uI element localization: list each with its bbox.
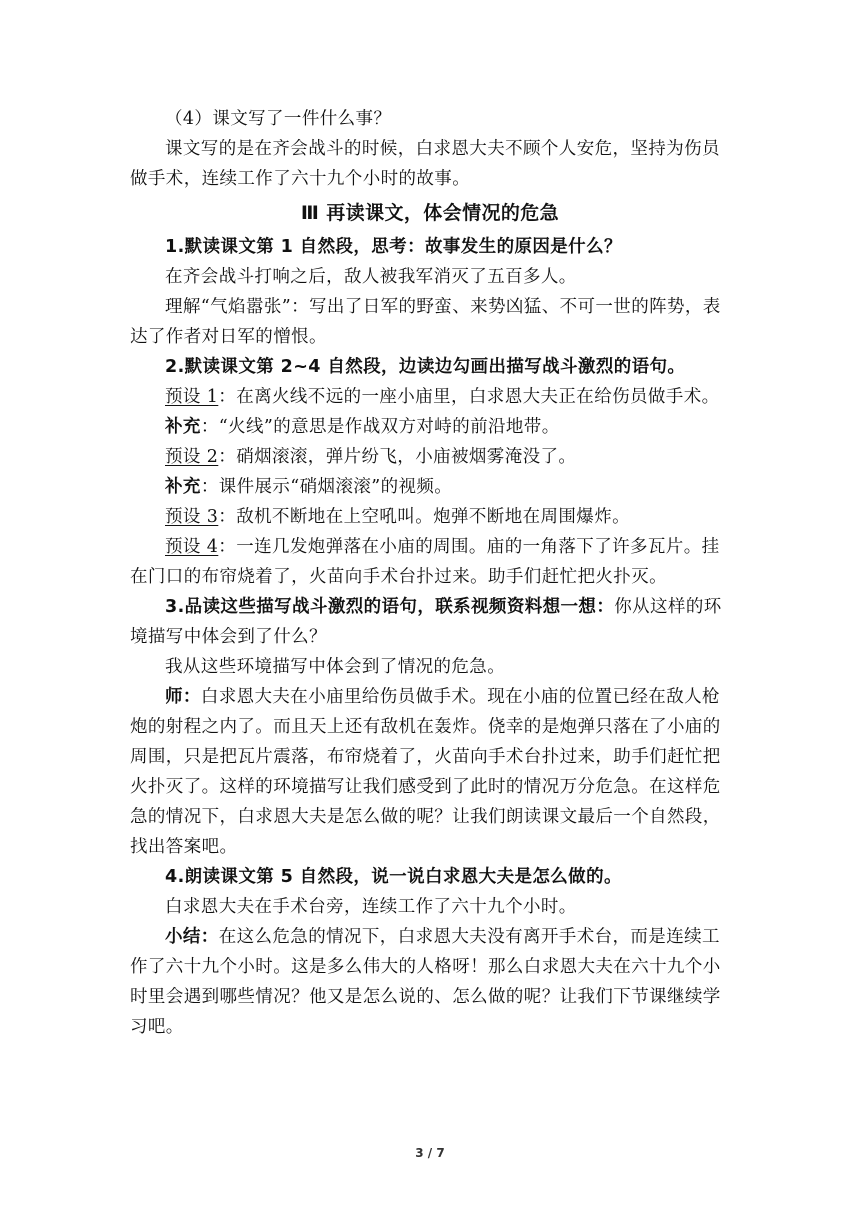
preset-3-text: ：敌机不断地在上空吼叫。炮弹不断地在周围爆炸。	[218, 507, 630, 527]
task-4-answer: 白求恩大夫在手术台旁，连续工作了六十九个小时。	[165, 897, 577, 917]
teacher-label: 师：	[165, 687, 201, 707]
question-4-answer: 课文写的是在齐会战斗的时候，白求恩大夫不顾个人安危，坚持为伤员做手术，连续工作了六十九个小时的故事。	[130, 139, 720, 189]
supplement-1-label: 补充	[165, 417, 201, 437]
supplement-1	[130, 412, 730, 442]
summary-label: 小结：	[165, 927, 219, 947]
preset-4-label: 预设 4	[165, 537, 219, 557]
task-3-answer: 我从这些环境描写中体会到了情况的危急。	[165, 657, 506, 677]
task-1-note: 理解“气焰嚣张”：写出了日军的野蛮、来势凶猛、不可一世的阵势，表达了作者对日军的憎恨。	[130, 297, 721, 347]
preset-2	[130, 442, 730, 472]
task-1-answer: 在齐会战斗打响之后，敌人被我军消灭了五百多人。	[165, 267, 577, 287]
preset-2-text: ：硝烟滚滚，弹片纷飞，小庙被烟雾淹没了。	[218, 447, 577, 467]
supplement-2	[130, 472, 730, 502]
task-1-heading: 1.默读课文第 1 自然段，思考：故事发生的原因是什么？	[165, 237, 622, 257]
summary-paragraph	[130, 922, 730, 1042]
preset-1	[130, 382, 730, 412]
task-4-heading: 4.朗读课文第 5 自然段，说一说白求恩大夫是怎么做的。	[165, 867, 622, 887]
page-content	[130, 104, 730, 1042]
page-number: 3 / 7	[415, 1146, 445, 1160]
task-3-heading	[130, 592, 730, 652]
preset-3-label: 预设 3	[165, 507, 219, 527]
teacher-text: 白求恩大夫在小庙里给伤员做手术。现在小庙的位置已经在敌人枪炮的射程之内了。而且天上还有敌机在轰炸。侥幸的是炮弹只落在了小庙的周围，只是把瓦片震落，布帘烧着了，火苗向手术台扑过来，助手们赶忙把火扑灭了。这样的环境描写让我们感受到了此时的情况万分危急。在这样危急的情况下，白求恩大夫是怎么做的呢？让我们朗读课文最后一个自然段，找出答案吧。	[130, 687, 721, 857]
preset-3	[130, 502, 730, 532]
preset-1-text: ：在离火线不远的一座小庙里，白求恩大夫正在给伤员做手术。	[218, 387, 720, 407]
teacher-paragraph	[130, 682, 730, 862]
supplement-1-text: ：“火线”的意思是作战双方对峙的前沿地带。	[200, 417, 560, 437]
supplement-2-text: ：课件展示“硝烟滚滚”的视频。	[200, 477, 453, 497]
summary-text: 在这么危急的情况下，白求恩大夫没有离开手术台，而是连续工作了六十九个小时。这是多么伟大的人格呀！那么白求恩大夫在六十九个小时里会遇到哪些情况？他又是怎么说的、怎么做的呢？让我们下节课继续学习吧。	[130, 927, 721, 1037]
preset-1-label: 预设 1	[165, 387, 219, 407]
preset-2-label: 预设 2	[165, 447, 219, 467]
task-2-heading: 2.默读课文第 2~4 自然段，边读边勾画出描写战斗激烈的语句。	[165, 357, 686, 377]
preset-4-text: ：一连几发炮弹落在小庙的周围。庙的一角落下了许多瓦片。挂在门口的布帘烧着了，火苗向手术台扑过来。助手们赶忙把火扑灭。	[130, 537, 720, 587]
task-3-rest: 你从这样的环境描写中体会到了什么？	[130, 597, 722, 647]
task-3-bold: 3.品读这些描写战斗激烈的语句，联系视频资料想一想：	[165, 597, 615, 617]
supplement-2-label: 补充	[165, 477, 201, 497]
section-title: Ⅲ 再读课文，体会情况的危急	[300, 202, 560, 224]
question-4: （4）课文写了一件什么事？	[165, 109, 392, 129]
preset-4	[130, 532, 730, 592]
